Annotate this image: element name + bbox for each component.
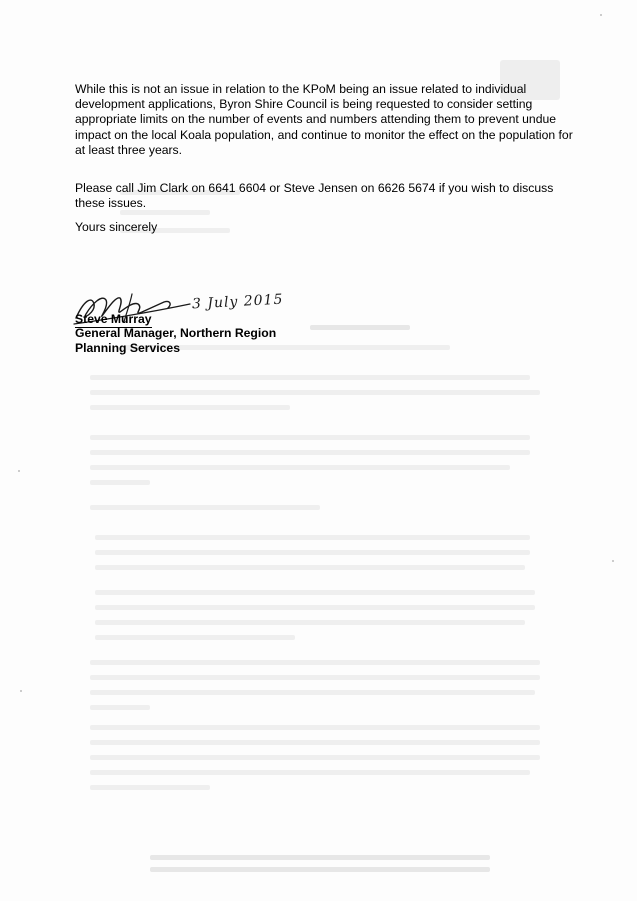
signature-date: 3 July 2015 — [191, 291, 284, 313]
closing-salutation: Yours sincerely — [75, 220, 158, 234]
body-paragraph-event-limits: While this is not an issue in relation to the KPoM being an issue related to individual development applications, Byron Shire Council is being requested to consider setting appropriate limits on the number of events and numbers attending them to prevent undue impact on the local Koala population, and continue to monitor the effect on the population for at least three years. — [75, 82, 573, 157]
signatory-title — [75, 326, 375, 356]
body-paragraph-contacts: Please call Jim Clark on 6641 6604 or Steve Jensen on 6626 5674 if you wish to discuss these issues. — [75, 181, 554, 211]
signatory-name: Steve Murray — [75, 312, 152, 326]
signatory-title-line-2: Planning Services — [75, 341, 180, 355]
signatory-title-line-1: General Manager, Northern Region — [75, 326, 277, 340]
